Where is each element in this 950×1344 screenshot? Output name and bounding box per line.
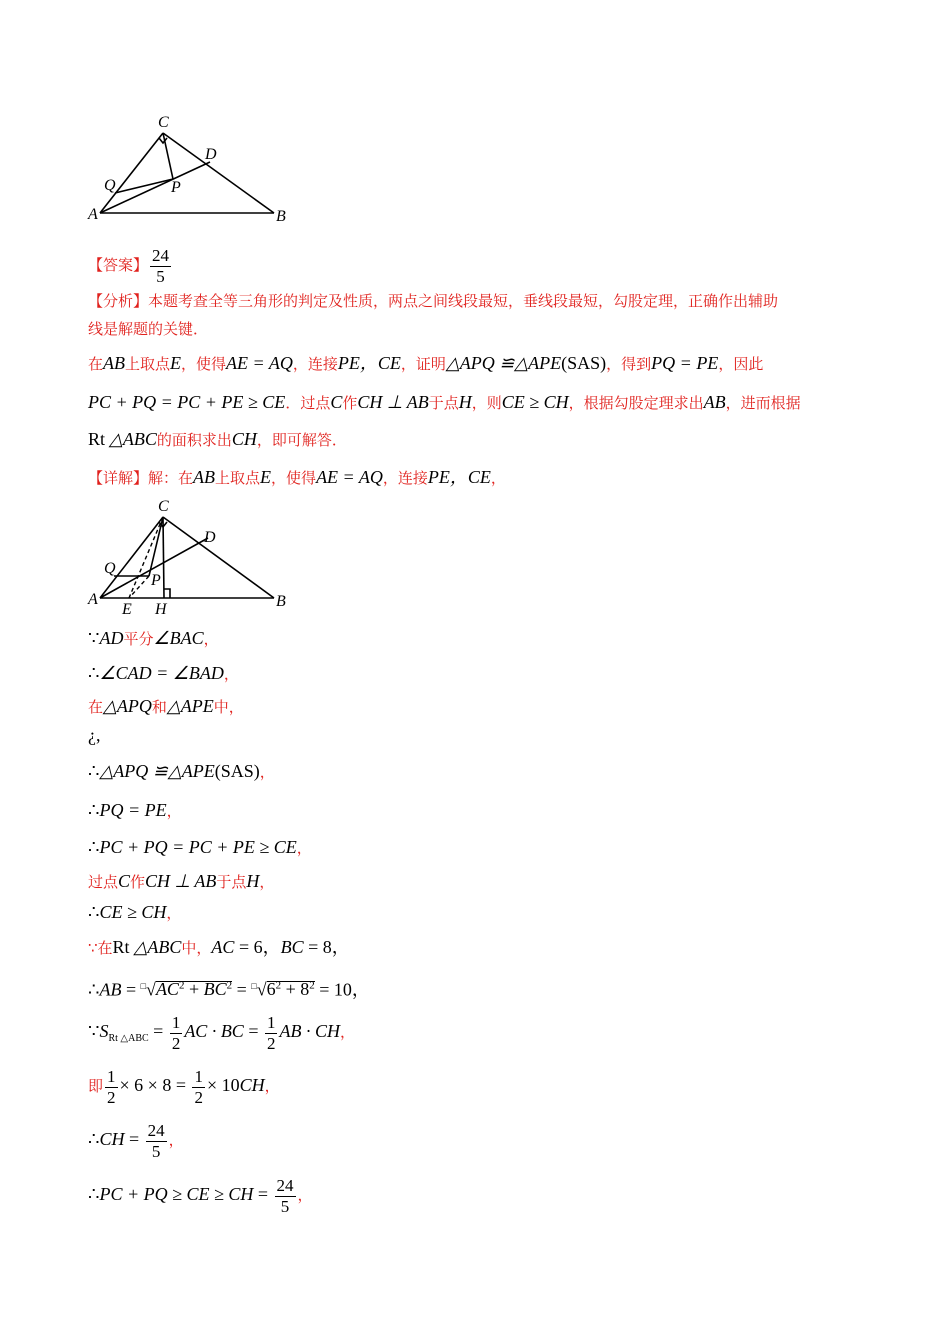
step-6: ∴PQ = PE， [88, 800, 182, 820]
sqrt-1: □ [140, 981, 147, 991]
step-10: ∵在Rt △ABC中，AC = 6，BC = 8， [88, 937, 350, 957]
triangle-figure-2 [86, 496, 296, 620]
radicand-2: $6^2 + 8^2$ [266, 979, 315, 1000]
label-c2: C [158, 498, 169, 515]
ch-fraction: $\frac{24}{5}$ [147, 1120, 165, 1161]
step-5: ∴△APQ ≌△APE(SAS)， [88, 761, 275, 781]
analysis-line-1: 【分析】本题考查全等三角形的判定及性质，两点之间线段最短，垂线段最短，勾股定理，正确作出辅助 [88, 292, 779, 310]
label-d2: D [204, 529, 216, 546]
step-4: ¿, [88, 725, 101, 745]
answer-tag: 【答案】 [88, 258, 149, 275]
step-13: 即 $\frac{1}{2}$ × 6 × 8 = $\frac{1}{2}$ × 10CH， [88, 1066, 280, 1107]
step-7: ∴PC + PQ = PC + PE ≥ CE， [88, 837, 312, 857]
step-9: ∴CE ≥ CH， [88, 902, 182, 922]
step-2: ∴∠CAD = ∠BAD， [88, 663, 239, 683]
step-3: 在△APQ和△APE中， [88, 696, 244, 716]
analysis-line-2: 线是解题的关键． [88, 320, 209, 338]
answer-fraction: $\frac{24}{5}$ [152, 246, 170, 286]
step-11: ∴AB = $^□√AC^2 + BC^2 = ^□√6^2 + 8^2 = 10$， [88, 979, 370, 1000]
analysis-line-4: PC + PQ = PC + PE ≥ CE．过点C作CH ⊥ AB于点H，则CE ≥ CH，根据勾股定理求出AB，进而根据 [88, 392, 801, 412]
label-d: D [205, 146, 217, 163]
detail-tag: 【详解】 [88, 471, 149, 487]
label-c: C [158, 114, 169, 131]
answer-line [88, 246, 173, 287]
analysis-tag: 【分析】 [88, 294, 149, 310]
label-p2: P [151, 572, 161, 589]
step-1: ∵AD平分∠BAC， [88, 628, 219, 648]
label-b: B [276, 208, 286, 225]
half-4: $\frac{1}{2}$ [194, 1066, 203, 1107]
label-e2: E [122, 601, 132, 618]
analysis-line-5: Rt △ABC的面积求出CH，即可解答． [88, 429, 347, 449]
half-1: $\frac{1}{2}$ [171, 1012, 181, 1053]
step-12: $\because S_{Rt \triangle ABC}$ = $\frac{1}{2}$ AC · BC = $\frac{1}{2}$ AB · CH， [88, 1012, 355, 1053]
label-q2: Q [104, 560, 116, 577]
label-p: P [171, 179, 181, 196]
label-h2: H [155, 601, 167, 618]
step-14: ∴CH = $\frac{24}{5}$ ， [88, 1120, 184, 1161]
half-3: $\frac{1}{2}$ [107, 1066, 116, 1107]
step-15: ∴PC + PQ ≥ CE ≥ CH = $\frac{24}{5}$ ， [88, 1175, 313, 1216]
label-q: Q [104, 177, 116, 194]
step-8: 过点C作CH ⊥ AB于点H， [88, 871, 275, 891]
detail-intro: 【详解】解：在AB上取点E，使得AE = AQ，连接PE，CE， [88, 467, 506, 487]
final-fraction: $\frac{24}{5}$ [276, 1175, 294, 1216]
radicand-1: $AC^2 + BC^2$ [155, 979, 233, 1000]
triangle-figure-1 [86, 112, 296, 227]
label-a: A [88, 206, 98, 223]
label-a2: A [88, 591, 98, 608]
label-b2: B [276, 593, 286, 610]
half-2: $\frac{1}{2}$ [266, 1012, 276, 1053]
analysis-line-3: 在AB上取点E，使得AE = AQ，连接PE，CE，证明△APQ ≌△APE(SAS)，得到PQ = PE，因此 [88, 353, 764, 373]
sqrt-2: □ [251, 981, 257, 991]
